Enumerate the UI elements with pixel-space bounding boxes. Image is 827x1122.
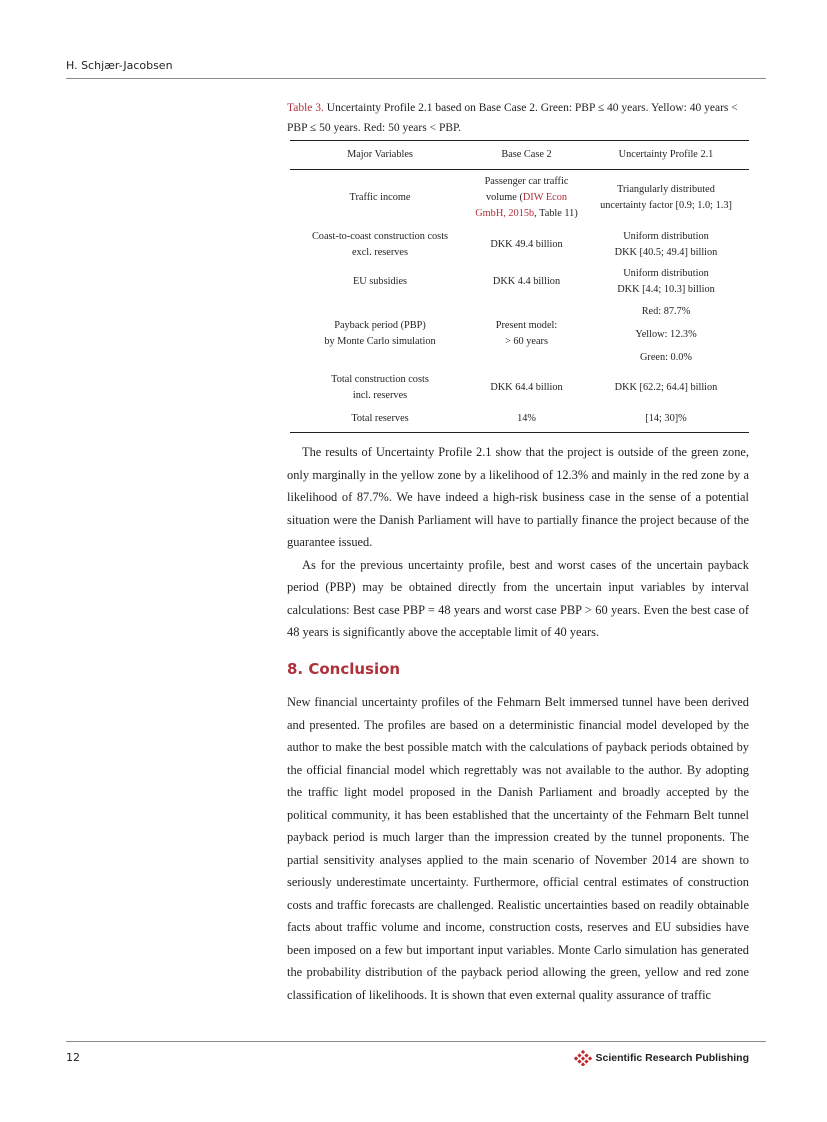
table-cell: DKK 64.4 billion bbox=[490, 381, 563, 393]
table-caption bbox=[287, 98, 749, 138]
table-caption-label: Table 3. bbox=[287, 102, 324, 114]
publisher-logo-icon bbox=[574, 1050, 592, 1066]
footer-divider bbox=[66, 1041, 766, 1042]
paragraph: As for the previous uncertainty profile, best and worst cases of the uncertain payback period (PBP) may be obtained directly from the uncertain input variables by interval calculations: Best case PBP = 48 years and worst case PBP > 60 years. Even the best case of 48 years is significantly above the acceptable limit of 40 years. bbox=[287, 557, 749, 639]
table-cell: DKK 49.4 billion bbox=[490, 238, 563, 250]
paragraph: The results of Uncertainty Profile 2.1 show that the project is outside of the green zone, only marginally in the yellow zone by a likelihood of 12.3% and mainly in the red zone by a likelihood of 87.7%. We have indeed a high-risk business case in the sense of a potential situation were the Danish Parliament will have to partially finance the project because of the guarantee issued. bbox=[287, 445, 749, 549]
table-header-cell: Major Variables bbox=[290, 141, 470, 170]
page-number: 12 bbox=[66, 1051, 80, 1064]
paragraph: New financial uncertainty profiles of the Fehmarn Belt immersed tunnel have been derived and presented. The profiles are based on a deterministic financial model developed by the author to make the best possible match with the calculations of payback periods obtained by the official financial model which regrettably was not available to the author. By adopting the traffic light model proposed in the Danish Parliament and broadly accepted by the political community, it has been established that the uncertainty of the Fehmarn Belt tunnel payback period is much larger than the impression created by the tunnel proponents. The partial sensitivity analyses applied to the main scenario of November 2014 are shown to seriously underestimate uncertainty. Furthermore, official central estimates of construction costs and traffic forecasts are challenged. Realistic uncertainties based on readily obtainable facts about traffic volume and income, construction costs, reserves and EU subsidies have been imposed on a few but important input variables. Monte Carlo simulation has generated the probability distribution of the payback period allowing the green, yellow and red zone classification of likelihoods. It is shown that even external quality assurance of traffic bbox=[287, 695, 749, 1002]
table-row bbox=[290, 226, 749, 264]
table-row bbox=[290, 170, 749, 226]
conclusion-text bbox=[287, 691, 749, 1006]
table-cell: Total construction costs incl. reserves bbox=[331, 373, 429, 401]
publisher-brand[interactable] bbox=[574, 1050, 749, 1066]
table-cell: [14; 30]% bbox=[583, 407, 749, 433]
uncertainty-profile-table bbox=[290, 140, 749, 433]
section-heading: 8. Conclusion bbox=[287, 660, 401, 678]
table-cell: Coast-to-coast construction costs excl. reserves bbox=[311, 230, 449, 258]
table-cell: Payback period (PBP) by Monte Carlo simulation bbox=[324, 320, 436, 347]
table-row bbox=[290, 407, 749, 433]
table-row bbox=[290, 264, 749, 300]
table-cell: Passenger car traffic volume (DIW Econ GmbH, 2015b, Table 11) bbox=[475, 175, 578, 219]
table-cell: 14% bbox=[470, 407, 583, 433]
table-cell: Uniform distribution DKK [4.4; 10.3] billion bbox=[617, 267, 715, 295]
table-header-cell: Uncertainty Profile 2.1 bbox=[583, 141, 749, 170]
table-cell: DKK 4.4 billion bbox=[492, 275, 561, 287]
table-cell: DKK [62.2; 64.4] billion bbox=[614, 381, 718, 393]
table-row bbox=[290, 300, 749, 369]
table-cell: Triangularly distributed uncertainty factor [0.9; 1.0; 1.3] bbox=[600, 183, 732, 211]
table-header-cell: Base Case 2 bbox=[470, 141, 583, 170]
table-cell: Traffic income bbox=[349, 191, 411, 203]
table-cell: Total reserves bbox=[290, 407, 470, 433]
table-header-row bbox=[290, 141, 749, 170]
publisher-name: Scientific Research Publishing bbox=[595, 1052, 749, 1064]
table-cell: EU subsidies bbox=[352, 275, 408, 287]
table-caption-text: Uncertainty Profile 2.1 based on Base Case 2. Green: PBP ≤ 40 years. Yellow: 40 years < PBP ≤ 50 years. Red: 50 years < PBP. bbox=[287, 102, 738, 134]
reference-link[interactable]: DIW Econ GmbH, 2015b bbox=[475, 191, 568, 219]
table-cell: Uniform distribution DKK [40.5; 49.4] billion bbox=[614, 230, 718, 258]
table-cell: Present model: > 60 years bbox=[495, 320, 558, 347]
table-row bbox=[290, 369, 749, 407]
header-author: H. Schjær-Jacobsen bbox=[66, 59, 173, 72]
results-text bbox=[287, 441, 749, 644]
table-cell: Red: 87.7% Yellow: 12.3% Green: 0.0% bbox=[635, 305, 697, 363]
header-divider bbox=[66, 78, 766, 79]
